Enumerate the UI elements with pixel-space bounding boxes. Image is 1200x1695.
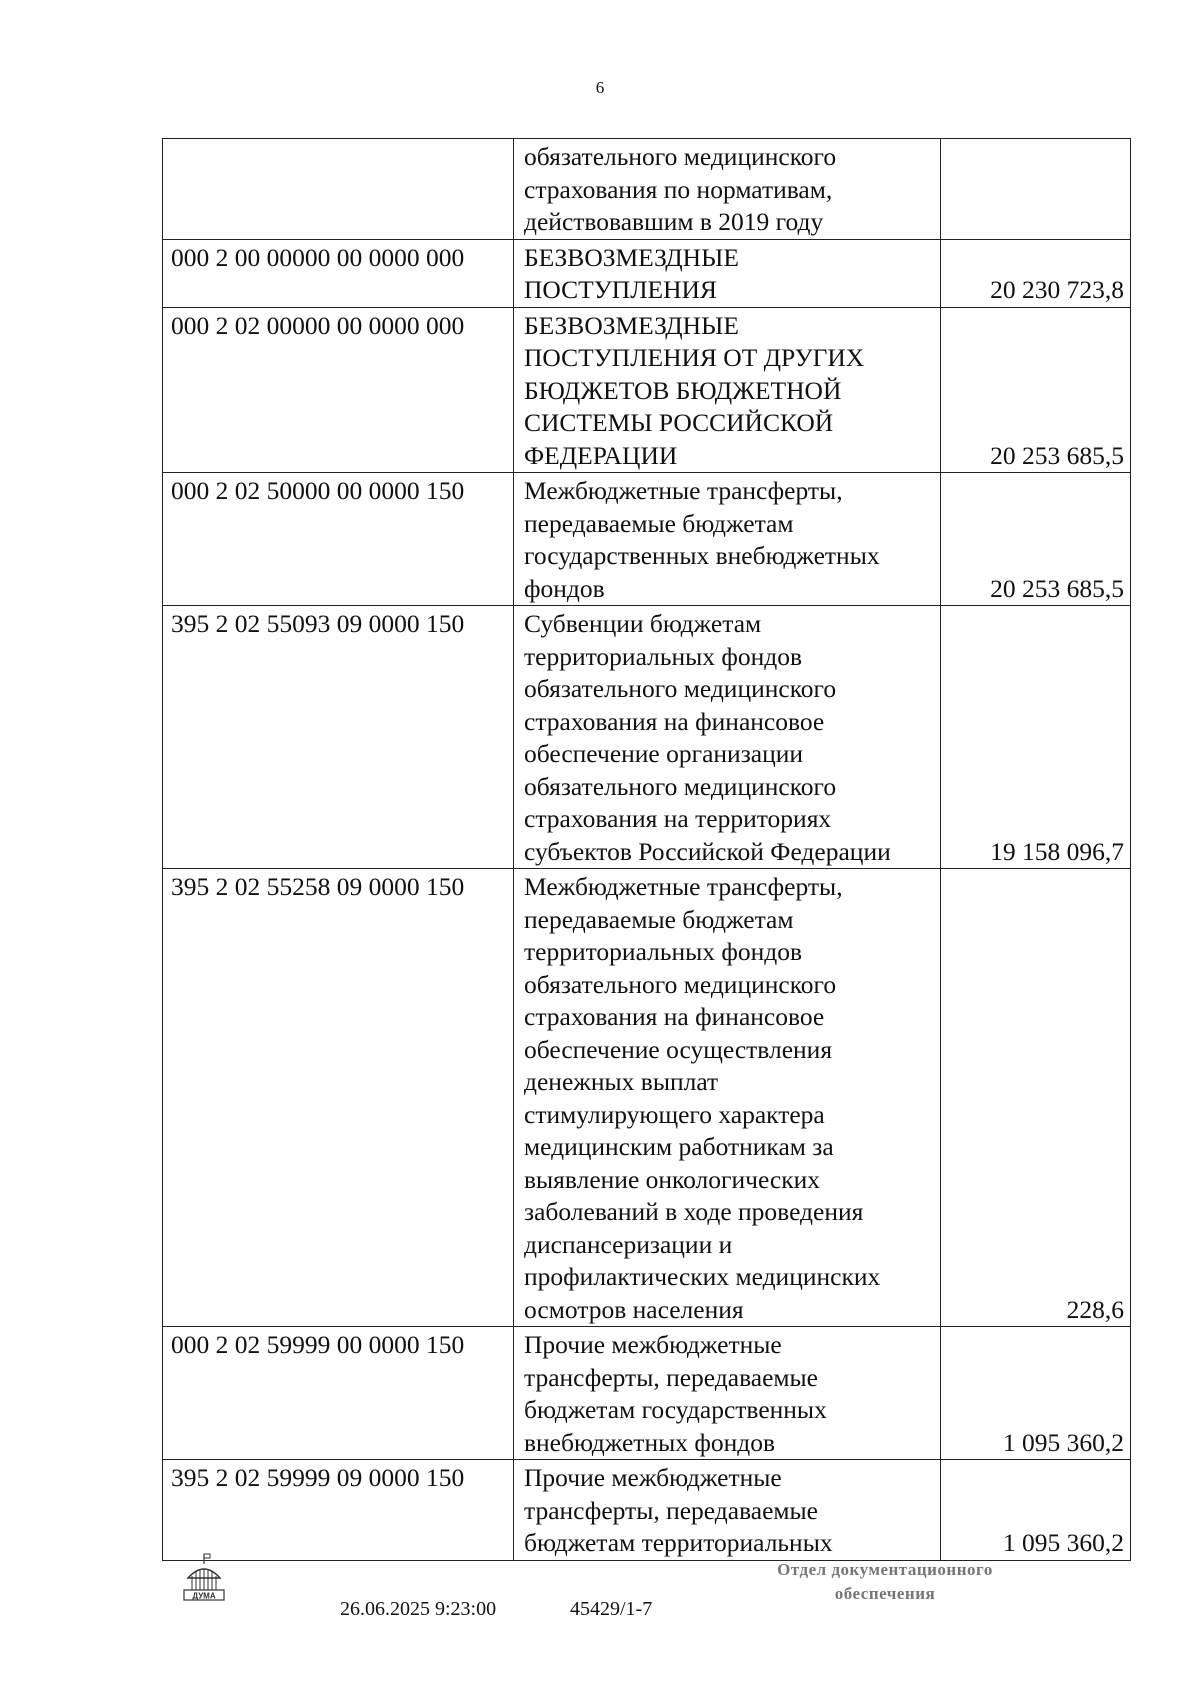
revenue-table-body — [163, 139, 1131, 1561]
revenue-name-line: БЮДЖЕТОВ БЮДЖЕТНОЙ — [524, 375, 842, 405]
amount-cell: 19 158 096,7 — [941, 606, 1131, 869]
revenue-name-line: фондов — [524, 573, 605, 603]
revenue-name-cell — [514, 606, 941, 869]
revenue-name-line: территориальных фондов — [524, 641, 803, 671]
revenue-name-line: Прочие межбюджетные — [524, 1463, 782, 1492]
revenue-name-line: страхования на финансовое — [524, 706, 825, 736]
amount-cell: 20 230 723,8 — [941, 239, 1131, 307]
revenue-name-line: бюджетам государственных — [524, 1395, 827, 1424]
revenue-name-line: денежных выплат — [524, 1067, 719, 1096]
budget-code-cell: 395 2 02 55093 09 0000 150 — [163, 606, 514, 869]
revenue-table — [162, 138, 1131, 1561]
table-row — [163, 1460, 1131, 1561]
revenue-name-line: БЕЗВОЗМЕЗДНЫЕ — [524, 310, 739, 340]
revenue-name-line: трансферты, передаваемые — [524, 1362, 818, 1392]
table-row — [163, 869, 1131, 1327]
budget-code-cell — [163, 139, 514, 240]
revenue-name-line: ПОСТУПЛЕНИЯ ОТ ДРУГИХ — [524, 343, 865, 372]
revenue-name-line: стимулирующего характера — [524, 1099, 825, 1129]
revenue-name-line: обязательного медицинского — [524, 142, 837, 171]
revenue-name-line: Субвенции бюджетам — [524, 609, 762, 638]
revenue-name-cell — [514, 1327, 941, 1460]
revenue-name-line: медицинским работникам за — [524, 1132, 834, 1161]
amount-cell: 20 253 685,5 — [941, 307, 1131, 473]
emblem-label: ДУМА — [192, 1591, 216, 1601]
revenue-name-line: государственных внебюджетных — [524, 541, 880, 570]
revenue-name-cell — [514, 1460, 941, 1561]
revenue-name-line: ФЕДЕРАЦИИ — [524, 440, 678, 470]
revenue-name-line: территориальных фондов — [524, 937, 803, 966]
table-row — [163, 606, 1131, 869]
revenue-name-line: СИСТЕМЫ РОССИЙСКОЙ — [524, 408, 834, 437]
revenue-name-line: Межбюджетные трансферты, — [524, 476, 843, 505]
budget-code-cell: 000 2 02 00000 00 0000 000 — [163, 307, 514, 473]
budget-code-cell: 000 2 00 00000 00 0000 000 — [163, 239, 514, 307]
revenue-name-line: БЕЗВОЗМЕЗДНЫЕ — [524, 242, 739, 272]
table-row — [163, 239, 1131, 307]
revenue-name-cell — [514, 307, 941, 473]
revenue-name-line: выявление онкологических — [524, 1164, 821, 1194]
revenue-name-line: бюджетам территориальных — [524, 1528, 833, 1557]
budget-code-cell: 395 2 02 55258 09 0000 150 — [163, 869, 514, 1327]
amount-cell: 228,6 — [941, 869, 1131, 1327]
footer-date-time: 26.06.2025 9:23:00 — [340, 1598, 497, 1620]
amount-cell: 20 253 685,5 — [941, 473, 1131, 606]
revenue-name-line: заболеваний в ходе проведения — [524, 1197, 864, 1226]
table-row — [163, 139, 1131, 240]
revenue-name-line: обязательного медицинского — [524, 674, 837, 703]
revenue-name-line: Прочие межбюджетные — [524, 1330, 782, 1359]
revenue-name-line: страхования по нормативам, — [524, 174, 833, 204]
revenue-name-line: трансферты, передаваемые — [524, 1495, 818, 1525]
revenue-name-line: обеспечение организации — [524, 739, 804, 768]
revenue-name-cell — [514, 869, 941, 1327]
page-number: 6 — [595, 78, 605, 97]
revenue-name-line: осмотров населения — [524, 1294, 744, 1324]
footer-document-number: 45429/1-7 — [570, 1598, 653, 1620]
revenue-name-line: передаваемые бюджетам — [524, 508, 794, 538]
revenue-name-line: страхования на территориях — [524, 804, 832, 833]
revenue-name-cell — [514, 473, 941, 606]
table-row — [163, 1327, 1131, 1460]
revenue-name-line: действовавшим в 2019 году — [524, 207, 824, 236]
budget-code-cell: 395 2 02 59999 09 0000 150 — [163, 1460, 514, 1561]
amount-cell — [941, 139, 1131, 240]
revenue-name-line: обеспечение осуществления — [524, 1034, 833, 1064]
revenue-name-line: ПОСТУПЛЕНИЯ — [524, 275, 717, 304]
table-row — [163, 307, 1131, 473]
stamp-line: обеспечения — [834, 1584, 936, 1603]
table-row — [163, 473, 1131, 606]
stamp-line: Отдел документационного — [777, 1560, 993, 1579]
revenue-name-line: обязательного медицинского — [524, 969, 837, 999]
revenue-name-line: диспансеризации и — [524, 1229, 733, 1259]
department-stamp — [730, 1558, 1040, 1606]
revenue-name-cell — [514, 139, 941, 240]
budget-code-cell: 000 2 02 50000 00 0000 150 — [163, 473, 514, 606]
amount-cell: 1 095 360,2 — [941, 1327, 1131, 1460]
revenue-name-line: Межбюджетные трансферты, — [524, 872, 843, 901]
revenue-name-line: субъектов Российской Федерации — [524, 836, 891, 866]
revenue-name-line: передаваемые бюджетам — [524, 904, 794, 934]
amount-cell: 1 095 360,2 — [941, 1460, 1131, 1561]
revenue-name-line: обязательного медицинского — [524, 771, 837, 801]
revenue-name-line: внебюджетных фондов — [524, 1427, 776, 1457]
revenue-name-line: профилактических медицинских — [524, 1262, 881, 1291]
revenue-name-line: страхования на финансовое — [524, 1002, 825, 1031]
budget-code-cell: 000 2 02 59999 00 0000 150 — [163, 1327, 514, 1460]
revenue-name-cell — [514, 239, 941, 307]
